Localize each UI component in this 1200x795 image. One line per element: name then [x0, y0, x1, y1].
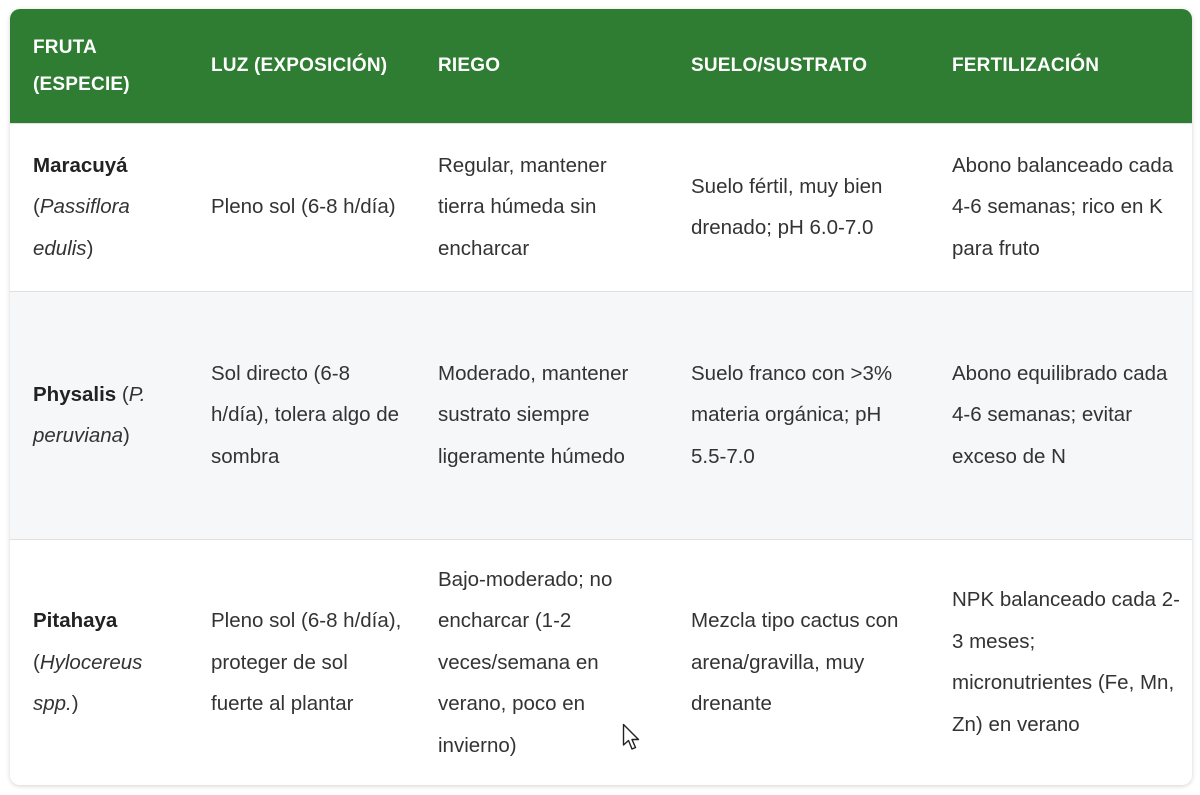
cell-suelo: Suelo franco con >3% materia orgánica; pH 5.5-7.0	[668, 291, 929, 539]
cell-fruta	[10, 291, 188, 539]
header-fruta: FRUTA (ESPECIE)	[33, 36, 130, 95]
cell-riego: Moderado, mantener sustrato siempre ligeramente húmedo	[415, 291, 668, 539]
mouse-pointer-icon	[622, 723, 642, 753]
cell-riego: Regular, mantener tierra húmeda sin encharcar	[415, 123, 668, 291]
cell-fertilizacion: NPK balanceado cada 2-3 meses; micronutrientes (Fe, Mn, Zn) en verano	[929, 539, 1192, 785]
scientific-name: Hylocereus spp.	[33, 650, 143, 715]
fruit-name: Physalis	[33, 382, 117, 406]
care-table-card	[10, 9, 1192, 785]
cell-luz: Pleno sol (6-8 h/día), proteger de sol fuerte al plantar	[188, 539, 415, 785]
fruit-name: Maracuyá	[33, 153, 128, 177]
scientific-name: Passiflora edulis	[33, 195, 130, 260]
cell-suelo: Suelo fértil, muy bien drenado; pH 6.0-7.0	[668, 123, 929, 291]
table-row	[10, 291, 1192, 539]
header-row	[10, 9, 1192, 123]
sci-close: )	[86, 236, 94, 260]
cell-riego: Bajo-moderado; no encharcar (1-2 veces/semana en verano, poco en invierno)	[415, 539, 668, 785]
cell-fruta	[10, 123, 188, 291]
cell-luz: Sol directo (6-8 h/día), tolera algo de sombra	[188, 291, 415, 539]
sci-open: (	[33, 195, 40, 219]
fruit-name: Pitahaya	[33, 609, 118, 632]
header-luz: LUZ (EXPOSICIÓN)	[211, 55, 388, 77]
cell-fertilizacion: Abono balanceado cada 4-6 semanas; rico en K para fruto	[929, 123, 1192, 291]
header-fertilizacion: FERTILIZACIÓN	[952, 55, 1100, 77]
scientific-name: P. peruviana	[33, 382, 146, 447]
table-row	[10, 539, 1192, 785]
sci-open: (	[33, 650, 40, 674]
fruit-care-table	[10, 9, 1192, 785]
sci-open: (	[116, 382, 129, 406]
cell-suelo: Mezcla tipo cactus con arena/gravilla, muy drenante	[668, 539, 929, 785]
header-riego: RIEGO	[438, 55, 501, 77]
cell-fruta	[10, 539, 188, 785]
cell-fertilizacion: Abono equilibrado cada 4-6 semanas; evitar exceso de N	[929, 291, 1192, 539]
table-row	[10, 123, 1192, 291]
sci-close: )	[123, 424, 130, 447]
cell-luz: Pleno sol (6-8 h/día)	[188, 123, 415, 291]
table-header	[10, 9, 1192, 123]
table-body	[10, 123, 1192, 785]
header-suelo: SUELO/SUSTRATO	[691, 55, 868, 77]
sci-close: )	[71, 692, 79, 715]
